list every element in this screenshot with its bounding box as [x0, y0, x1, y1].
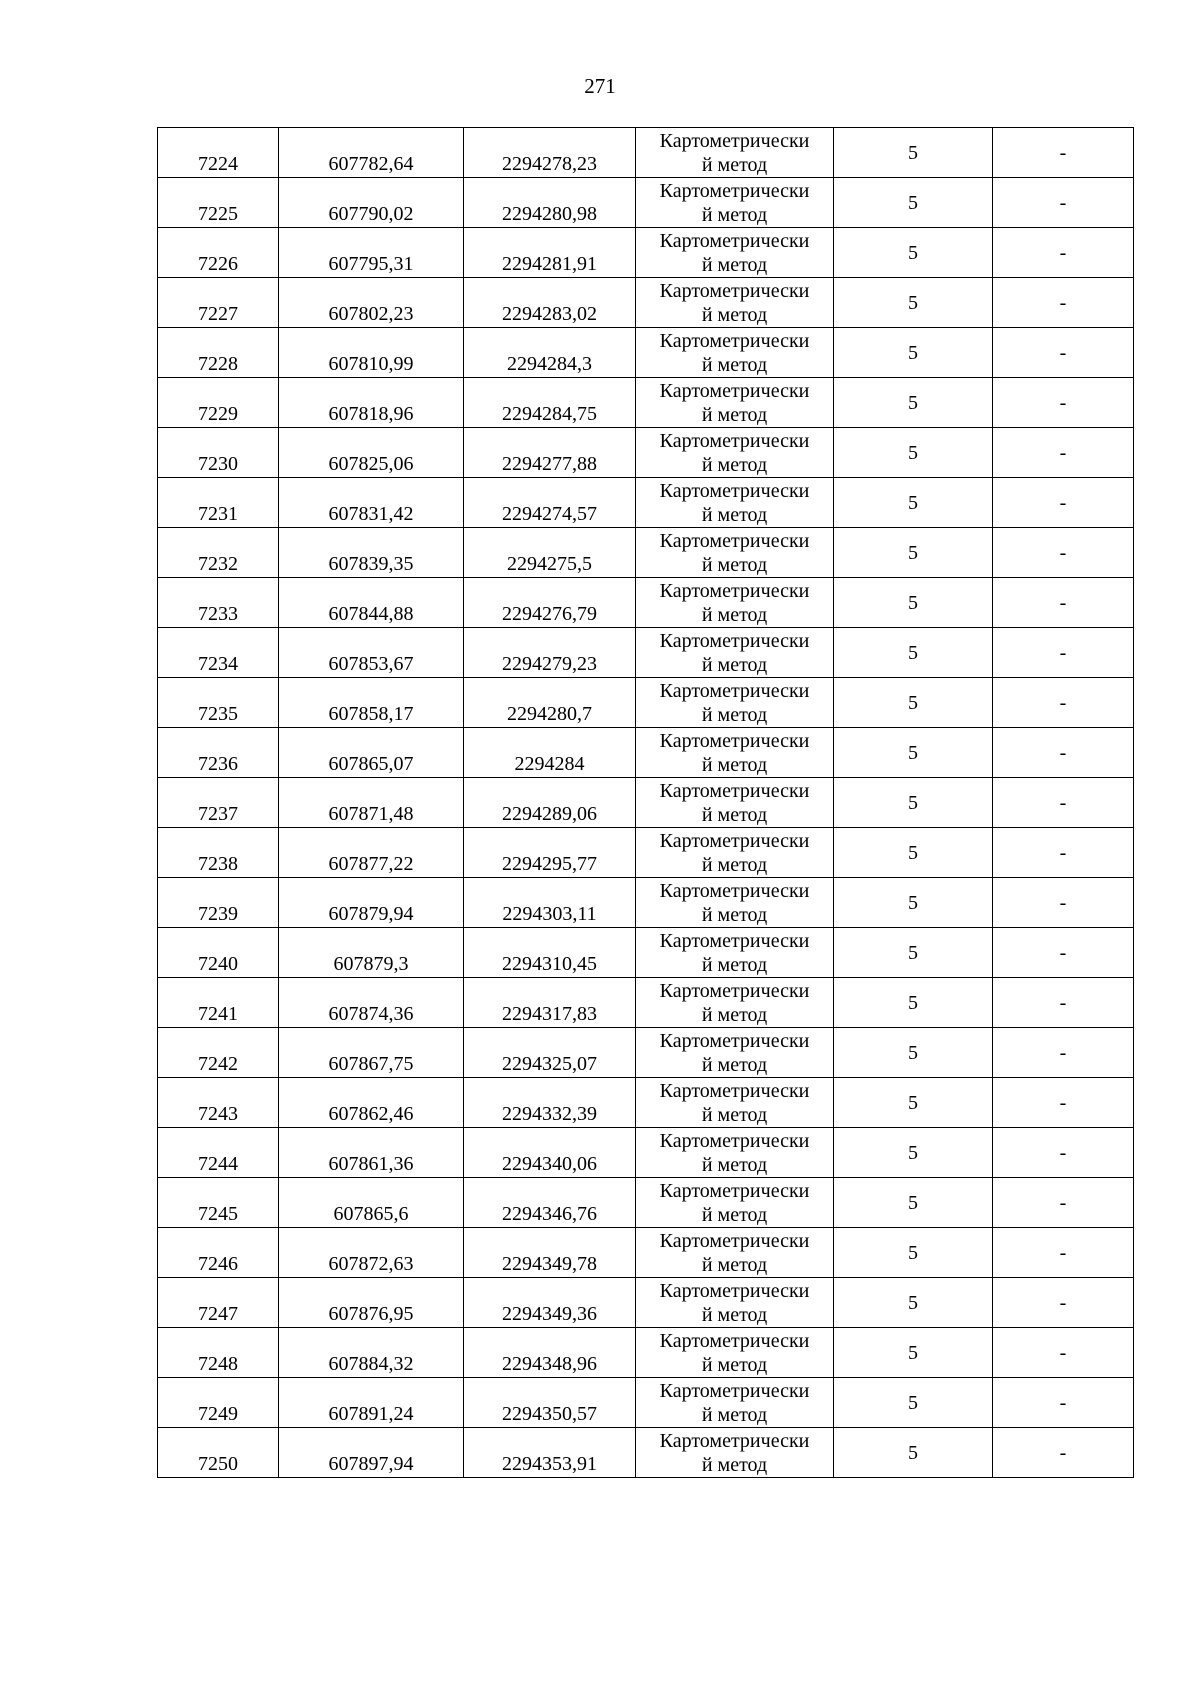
method-cell — [636, 778, 834, 828]
coordinates-table — [157, 127, 1134, 1478]
y-coordinate-cell: 2294332,39 — [464, 1078, 636, 1128]
point-id-cell: 7232 — [158, 528, 279, 578]
y-coordinate-cell: 2294340,06 — [464, 1128, 636, 1178]
method-cell — [636, 1178, 834, 1228]
point-id-cell: 7240 — [158, 928, 279, 978]
method-line-1: Картометрически — [659, 829, 810, 852]
point-id-cell: 7247 — [158, 1278, 279, 1328]
method-line-2: й метод — [701, 1053, 768, 1076]
y-coordinate-cell: 2294281,91 — [464, 228, 636, 278]
note-cell: - — [993, 978, 1134, 1028]
point-id-cell: 7229 — [158, 378, 279, 428]
method-line-2: й метод — [701, 403, 768, 426]
accuracy-cell: 5 — [834, 1428, 993, 1478]
table-row — [158, 1278, 1134, 1328]
y-coordinate-cell: 2294317,83 — [464, 978, 636, 1028]
method-line-1: Картометрически — [659, 379, 810, 402]
method-line-2: й метод — [701, 1003, 768, 1026]
point-id-cell: 7239 — [158, 878, 279, 928]
point-id-cell: 7234 — [158, 628, 279, 678]
note-cell: - — [993, 328, 1134, 378]
method-line-2: й метод — [701, 503, 768, 526]
method-cell — [636, 828, 834, 878]
x-coordinate-cell: 607897,94 — [279, 1428, 464, 1478]
method-line-2: й метод — [701, 1453, 768, 1476]
method-cell — [636, 228, 834, 278]
page-number: 271 — [584, 74, 616, 98]
x-coordinate-cell: 607865,6 — [279, 1178, 464, 1228]
accuracy-cell: 5 — [834, 978, 993, 1028]
method-cell — [636, 1128, 834, 1178]
x-coordinate-cell: 607795,31 — [279, 228, 464, 278]
note-cell: - — [993, 178, 1134, 228]
y-coordinate-cell: 2294283,02 — [464, 278, 636, 328]
x-coordinate-cell: 607861,36 — [279, 1128, 464, 1178]
method-line-1: Картометрически — [659, 1229, 810, 1252]
y-coordinate-cell: 2294280,98 — [464, 178, 636, 228]
method-line-1: Картометрически — [659, 779, 810, 802]
note-cell: - — [993, 428, 1134, 478]
x-coordinate-cell: 607867,75 — [279, 1028, 464, 1078]
table-row — [158, 1028, 1134, 1078]
accuracy-cell: 5 — [834, 828, 993, 878]
method-line-2: й метод — [701, 703, 768, 726]
x-coordinate-cell: 607891,24 — [279, 1378, 464, 1428]
note-cell: - — [993, 628, 1134, 678]
note-cell: - — [993, 1028, 1134, 1078]
table-row — [158, 578, 1134, 628]
table-row — [158, 1178, 1134, 1228]
point-id-cell: 7225 — [158, 178, 279, 228]
method-cell — [636, 1278, 834, 1328]
method-cell — [636, 328, 834, 378]
method-line-1: Картометрически — [659, 1279, 810, 1302]
method-line-1: Картометрически — [659, 1329, 810, 1352]
point-id-cell: 7230 — [158, 428, 279, 478]
table-row — [158, 878, 1134, 928]
point-id-cell: 7241 — [158, 978, 279, 1028]
accuracy-cell: 5 — [834, 878, 993, 928]
method-line-1: Картометрически — [659, 929, 810, 952]
method-line-1: Картометрически — [659, 979, 810, 1002]
y-coordinate-cell: 2294279,23 — [464, 628, 636, 678]
point-id-cell: 7237 — [158, 778, 279, 828]
table-row — [158, 678, 1134, 728]
method-line-1: Картометрически — [659, 429, 810, 452]
point-id-cell: 7226 — [158, 228, 279, 278]
method-cell — [636, 378, 834, 428]
note-cell: - — [993, 1328, 1134, 1378]
method-line-2: й метод — [701, 1253, 768, 1276]
point-id-cell: 7242 — [158, 1028, 279, 1078]
accuracy-cell: 5 — [834, 1028, 993, 1078]
method-line-2: й метод — [701, 253, 768, 276]
method-line-1: Картометрически — [659, 179, 810, 202]
method-line-2: й метод — [701, 1203, 768, 1226]
point-id-cell: 7243 — [158, 1078, 279, 1128]
y-coordinate-cell: 2294280,7 — [464, 678, 636, 728]
note-cell: - — [993, 1128, 1134, 1178]
note-cell: - — [993, 878, 1134, 928]
method-cell — [636, 528, 834, 578]
method-cell — [636, 878, 834, 928]
point-id-cell: 7250 — [158, 1428, 279, 1478]
method-cell — [636, 178, 834, 228]
method-cell — [636, 678, 834, 728]
table-row — [158, 278, 1134, 328]
note-cell: - — [993, 1078, 1134, 1128]
x-coordinate-cell: 607862,46 — [279, 1078, 464, 1128]
accuracy-cell: 5 — [834, 778, 993, 828]
method-cell — [636, 928, 834, 978]
y-coordinate-cell: 2294275,5 — [464, 528, 636, 578]
table-row — [158, 1428, 1134, 1478]
note-cell: - — [993, 728, 1134, 778]
table-row — [158, 178, 1134, 228]
method-line-2: й метод — [701, 753, 768, 776]
method-line-1: Картометрически — [659, 279, 810, 302]
accuracy-cell: 5 — [834, 1178, 993, 1228]
accuracy-cell: 5 — [834, 378, 993, 428]
accuracy-cell: 5 — [834, 1328, 993, 1378]
method-line-1: Картометрически — [659, 1429, 810, 1452]
accuracy-cell: 5 — [834, 1078, 993, 1128]
point-id-cell: 7224 — [158, 128, 279, 178]
method-line-1: Картометрически — [659, 1079, 810, 1102]
x-coordinate-cell: 607876,95 — [279, 1278, 464, 1328]
method-cell — [636, 978, 834, 1028]
table-row — [158, 228, 1134, 278]
method-line-1: Картометрически — [659, 679, 810, 702]
accuracy-cell: 5 — [834, 428, 993, 478]
table-row — [158, 1228, 1134, 1278]
table-row — [158, 128, 1134, 178]
table-row — [158, 1128, 1134, 1178]
accuracy-cell: 5 — [834, 728, 993, 778]
method-cell — [636, 1228, 834, 1278]
method-line-1: Картометрически — [659, 229, 810, 252]
method-line-2: й метод — [701, 1103, 768, 1126]
method-cell — [636, 478, 834, 528]
accuracy-cell: 5 — [834, 228, 993, 278]
x-coordinate-cell: 607871,48 — [279, 778, 464, 828]
table-row — [158, 978, 1134, 1028]
note-cell: - — [993, 778, 1134, 828]
y-coordinate-cell: 2294353,91 — [464, 1428, 636, 1478]
accuracy-cell: 5 — [834, 528, 993, 578]
method-cell — [636, 428, 834, 478]
accuracy-cell: 5 — [834, 178, 993, 228]
note-cell: - — [993, 928, 1134, 978]
table-row — [158, 328, 1134, 378]
method-line-2: й метод — [701, 553, 768, 576]
accuracy-cell: 5 — [834, 328, 993, 378]
accuracy-cell: 5 — [834, 128, 993, 178]
point-id-cell: 7228 — [158, 328, 279, 378]
note-cell: - — [993, 278, 1134, 328]
note-cell: - — [993, 378, 1134, 428]
x-coordinate-cell: 607839,35 — [279, 528, 464, 578]
x-coordinate-cell: 607865,07 — [279, 728, 464, 778]
y-coordinate-cell: 2294325,07 — [464, 1028, 636, 1078]
method-line-1: Картометрически — [659, 329, 810, 352]
method-line-2: й метод — [701, 803, 768, 826]
method-line-2: й метод — [701, 1303, 768, 1326]
y-coordinate-cell: 2294303,11 — [464, 878, 636, 928]
table-row — [158, 928, 1134, 978]
table-row — [158, 1378, 1134, 1428]
method-line-2: й метод — [701, 453, 768, 476]
x-coordinate-cell: 607810,99 — [279, 328, 464, 378]
point-id-cell: 7244 — [158, 1128, 279, 1178]
method-line-2: й метод — [701, 203, 768, 226]
accuracy-cell: 5 — [834, 478, 993, 528]
note-cell: - — [993, 528, 1134, 578]
point-id-cell: 7236 — [158, 728, 279, 778]
method-cell — [636, 1328, 834, 1378]
point-id-cell: 7227 — [158, 278, 279, 328]
method-line-2: й метод — [701, 953, 768, 976]
y-coordinate-cell: 2294276,79 — [464, 578, 636, 628]
method-line-1: Картометрически — [659, 879, 810, 902]
x-coordinate-cell: 607853,67 — [279, 628, 464, 678]
table-row — [158, 728, 1134, 778]
note-cell: - — [993, 1278, 1134, 1328]
method-cell — [636, 1428, 834, 1478]
x-coordinate-cell: 607884,32 — [279, 1328, 464, 1378]
method-line-1: Картометрически — [659, 729, 810, 752]
y-coordinate-cell: 2294284,3 — [464, 328, 636, 378]
y-coordinate-cell: 2294284 — [464, 728, 636, 778]
method-line-2: й метод — [701, 1353, 768, 1376]
table-row — [158, 428, 1134, 478]
accuracy-cell: 5 — [834, 1378, 993, 1428]
point-id-cell: 7238 — [158, 828, 279, 878]
x-coordinate-cell: 607802,23 — [279, 278, 464, 328]
method-cell — [636, 728, 834, 778]
x-coordinate-cell: 607844,88 — [279, 578, 464, 628]
method-cell — [636, 128, 834, 178]
method-line-1: Картометрически — [659, 1179, 810, 1202]
accuracy-cell: 5 — [834, 1128, 993, 1178]
table-row — [158, 378, 1134, 428]
x-coordinate-cell: 607879,3 — [279, 928, 464, 978]
note-cell: - — [993, 1428, 1134, 1478]
method-cell — [636, 628, 834, 678]
y-coordinate-cell: 2294274,57 — [464, 478, 636, 528]
table-row — [158, 478, 1134, 528]
method-line-1: Картометрически — [659, 1029, 810, 1052]
table-row — [158, 778, 1134, 828]
table-row — [158, 528, 1134, 578]
point-id-cell: 7245 — [158, 1178, 279, 1228]
note-cell: - — [993, 1178, 1134, 1228]
x-coordinate-cell: 607877,22 — [279, 828, 464, 878]
y-coordinate-cell: 2294349,78 — [464, 1228, 636, 1278]
method-line-1: Картометрически — [659, 579, 810, 602]
x-coordinate-cell: 607790,02 — [279, 178, 464, 228]
note-cell: - — [993, 228, 1134, 278]
y-coordinate-cell: 2294350,57 — [464, 1378, 636, 1428]
table-row — [158, 828, 1134, 878]
x-coordinate-cell: 607858,17 — [279, 678, 464, 728]
method-cell — [636, 1078, 834, 1128]
point-id-cell: 7246 — [158, 1228, 279, 1278]
method-line-1: Картометрически — [659, 529, 810, 552]
x-coordinate-cell: 607825,06 — [279, 428, 464, 478]
point-id-cell: 7233 — [158, 578, 279, 628]
method-cell — [636, 578, 834, 628]
y-coordinate-cell: 2294349,36 — [464, 1278, 636, 1328]
y-coordinate-cell: 2294310,45 — [464, 928, 636, 978]
method-cell — [636, 278, 834, 328]
point-id-cell: 7248 — [158, 1328, 279, 1378]
method-line-2: й метод — [701, 903, 768, 926]
note-cell: - — [993, 578, 1134, 628]
x-coordinate-cell: 607831,42 — [279, 478, 464, 528]
method-line-1: Картометрически — [659, 479, 810, 502]
table-body — [158, 128, 1134, 1478]
accuracy-cell: 5 — [834, 1278, 993, 1328]
method-line-2: й метод — [701, 853, 768, 876]
y-coordinate-cell: 2294278,23 — [464, 128, 636, 178]
y-coordinate-cell: 2294348,96 — [464, 1328, 636, 1378]
point-id-cell: 7231 — [158, 478, 279, 528]
note-cell: - — [993, 828, 1134, 878]
y-coordinate-cell: 2294295,77 — [464, 828, 636, 878]
method-line-1: Картометрически — [659, 1129, 810, 1152]
y-coordinate-cell: 2294289,06 — [464, 778, 636, 828]
x-coordinate-cell: 607872,63 — [279, 1228, 464, 1278]
method-line-2: й метод — [701, 303, 768, 326]
x-coordinate-cell: 607782,64 — [279, 128, 464, 178]
x-coordinate-cell: 607874,36 — [279, 978, 464, 1028]
accuracy-cell: 5 — [834, 628, 993, 678]
x-coordinate-cell: 607879,94 — [279, 878, 464, 928]
note-cell: - — [993, 1228, 1134, 1278]
accuracy-cell: 5 — [834, 278, 993, 328]
method-line-2: й метод — [701, 603, 768, 626]
method-line-1: Картометрически — [659, 629, 810, 652]
method-line-1: Картометрически — [659, 1379, 810, 1402]
y-coordinate-cell: 2294346,76 — [464, 1178, 636, 1228]
accuracy-cell: 5 — [834, 678, 993, 728]
accuracy-cell: 5 — [834, 928, 993, 978]
note-cell: - — [993, 1378, 1134, 1428]
method-line-2: й метод — [701, 1403, 768, 1426]
accuracy-cell: 5 — [834, 1228, 993, 1278]
x-coordinate-cell: 607818,96 — [279, 378, 464, 428]
note-cell: - — [993, 478, 1134, 528]
method-line-1: Картометрически — [659, 129, 810, 152]
note-cell: - — [993, 678, 1134, 728]
method-cell — [636, 1028, 834, 1078]
method-line-2: й метод — [701, 1153, 768, 1176]
method-line-2: й метод — [701, 353, 768, 376]
y-coordinate-cell: 2294277,88 — [464, 428, 636, 478]
method-line-2: й метод — [701, 653, 768, 676]
note-cell: - — [993, 128, 1134, 178]
table-row — [158, 628, 1134, 678]
point-id-cell: 7249 — [158, 1378, 279, 1428]
method-cell — [636, 1378, 834, 1428]
table-row — [158, 1078, 1134, 1128]
point-id-cell: 7235 — [158, 678, 279, 728]
method-line-2: й метод — [701, 153, 768, 176]
table-row — [158, 1328, 1134, 1378]
accuracy-cell: 5 — [834, 578, 993, 628]
y-coordinate-cell: 2294284,75 — [464, 378, 636, 428]
